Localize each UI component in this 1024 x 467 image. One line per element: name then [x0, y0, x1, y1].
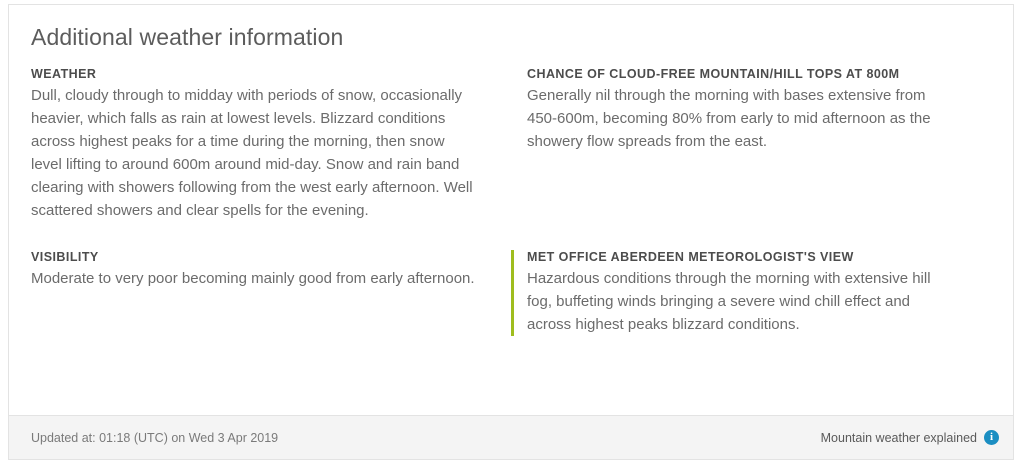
section-cloud-free-tops	[511, 67, 991, 222]
section-visibility	[31, 250, 511, 336]
section-visibility-heading: VISIBILITY	[31, 250, 99, 264]
footer-help[interactable]	[821, 430, 999, 445]
section-meteorologist-view	[511, 250, 991, 336]
section-cloud-free-tops-heading: CHANCE OF CLOUD-FREE MOUNTAIN/HILL TOPS AT 800M	[527, 67, 900, 81]
section-weather-body: Dull, cloudy through to midday with periods of snow, occasionally heavier, which falls as rain at lowest levels. Blizzard conditions across highest peaks for a time during the morning, then snow level lifting to around 600m around mid-day. Snow and rain band clearing with showers following from the west early afternoon. Well scattered showers and clear spells for the evening.	[31, 87, 473, 219]
info-icon[interactable]: i	[984, 430, 999, 445]
mountain-weather-explained-link[interactable]: Mountain weather explained	[820, 430, 977, 445]
section-visibility-body: Moderate to very poor becoming mainly good from early afternoon.	[31, 270, 475, 287]
section-weather-heading: WEATHER	[31, 67, 97, 81]
updated-timestamp: Updated at: 01:18 (UTC) on Wed 3 Apr 2019	[31, 430, 279, 445]
page-title: Additional weather information	[31, 24, 344, 50]
section-meteorologist-view-heading: MET OFFICE ABERDEEN METEOROLOGIST'S VIEW	[527, 250, 854, 264]
panel-footer	[9, 415, 1013, 459]
section-meteorologist-view-body: Hazardous conditions through the morning with extensive hill fog, buffeting winds bringing a severe wind chill effect and across highest peaks blizzard conditions.	[527, 270, 931, 333]
sections-grid	[9, 51, 1013, 415]
additional-weather-information-panel	[8, 4, 1014, 460]
section-weather	[31, 67, 511, 222]
section-cloud-free-tops-body: Generally nil through the morning with bases extensive from 450-600m, becoming 80% from early to mid afternoon as the showery flow spreads from the east.	[527, 87, 931, 150]
